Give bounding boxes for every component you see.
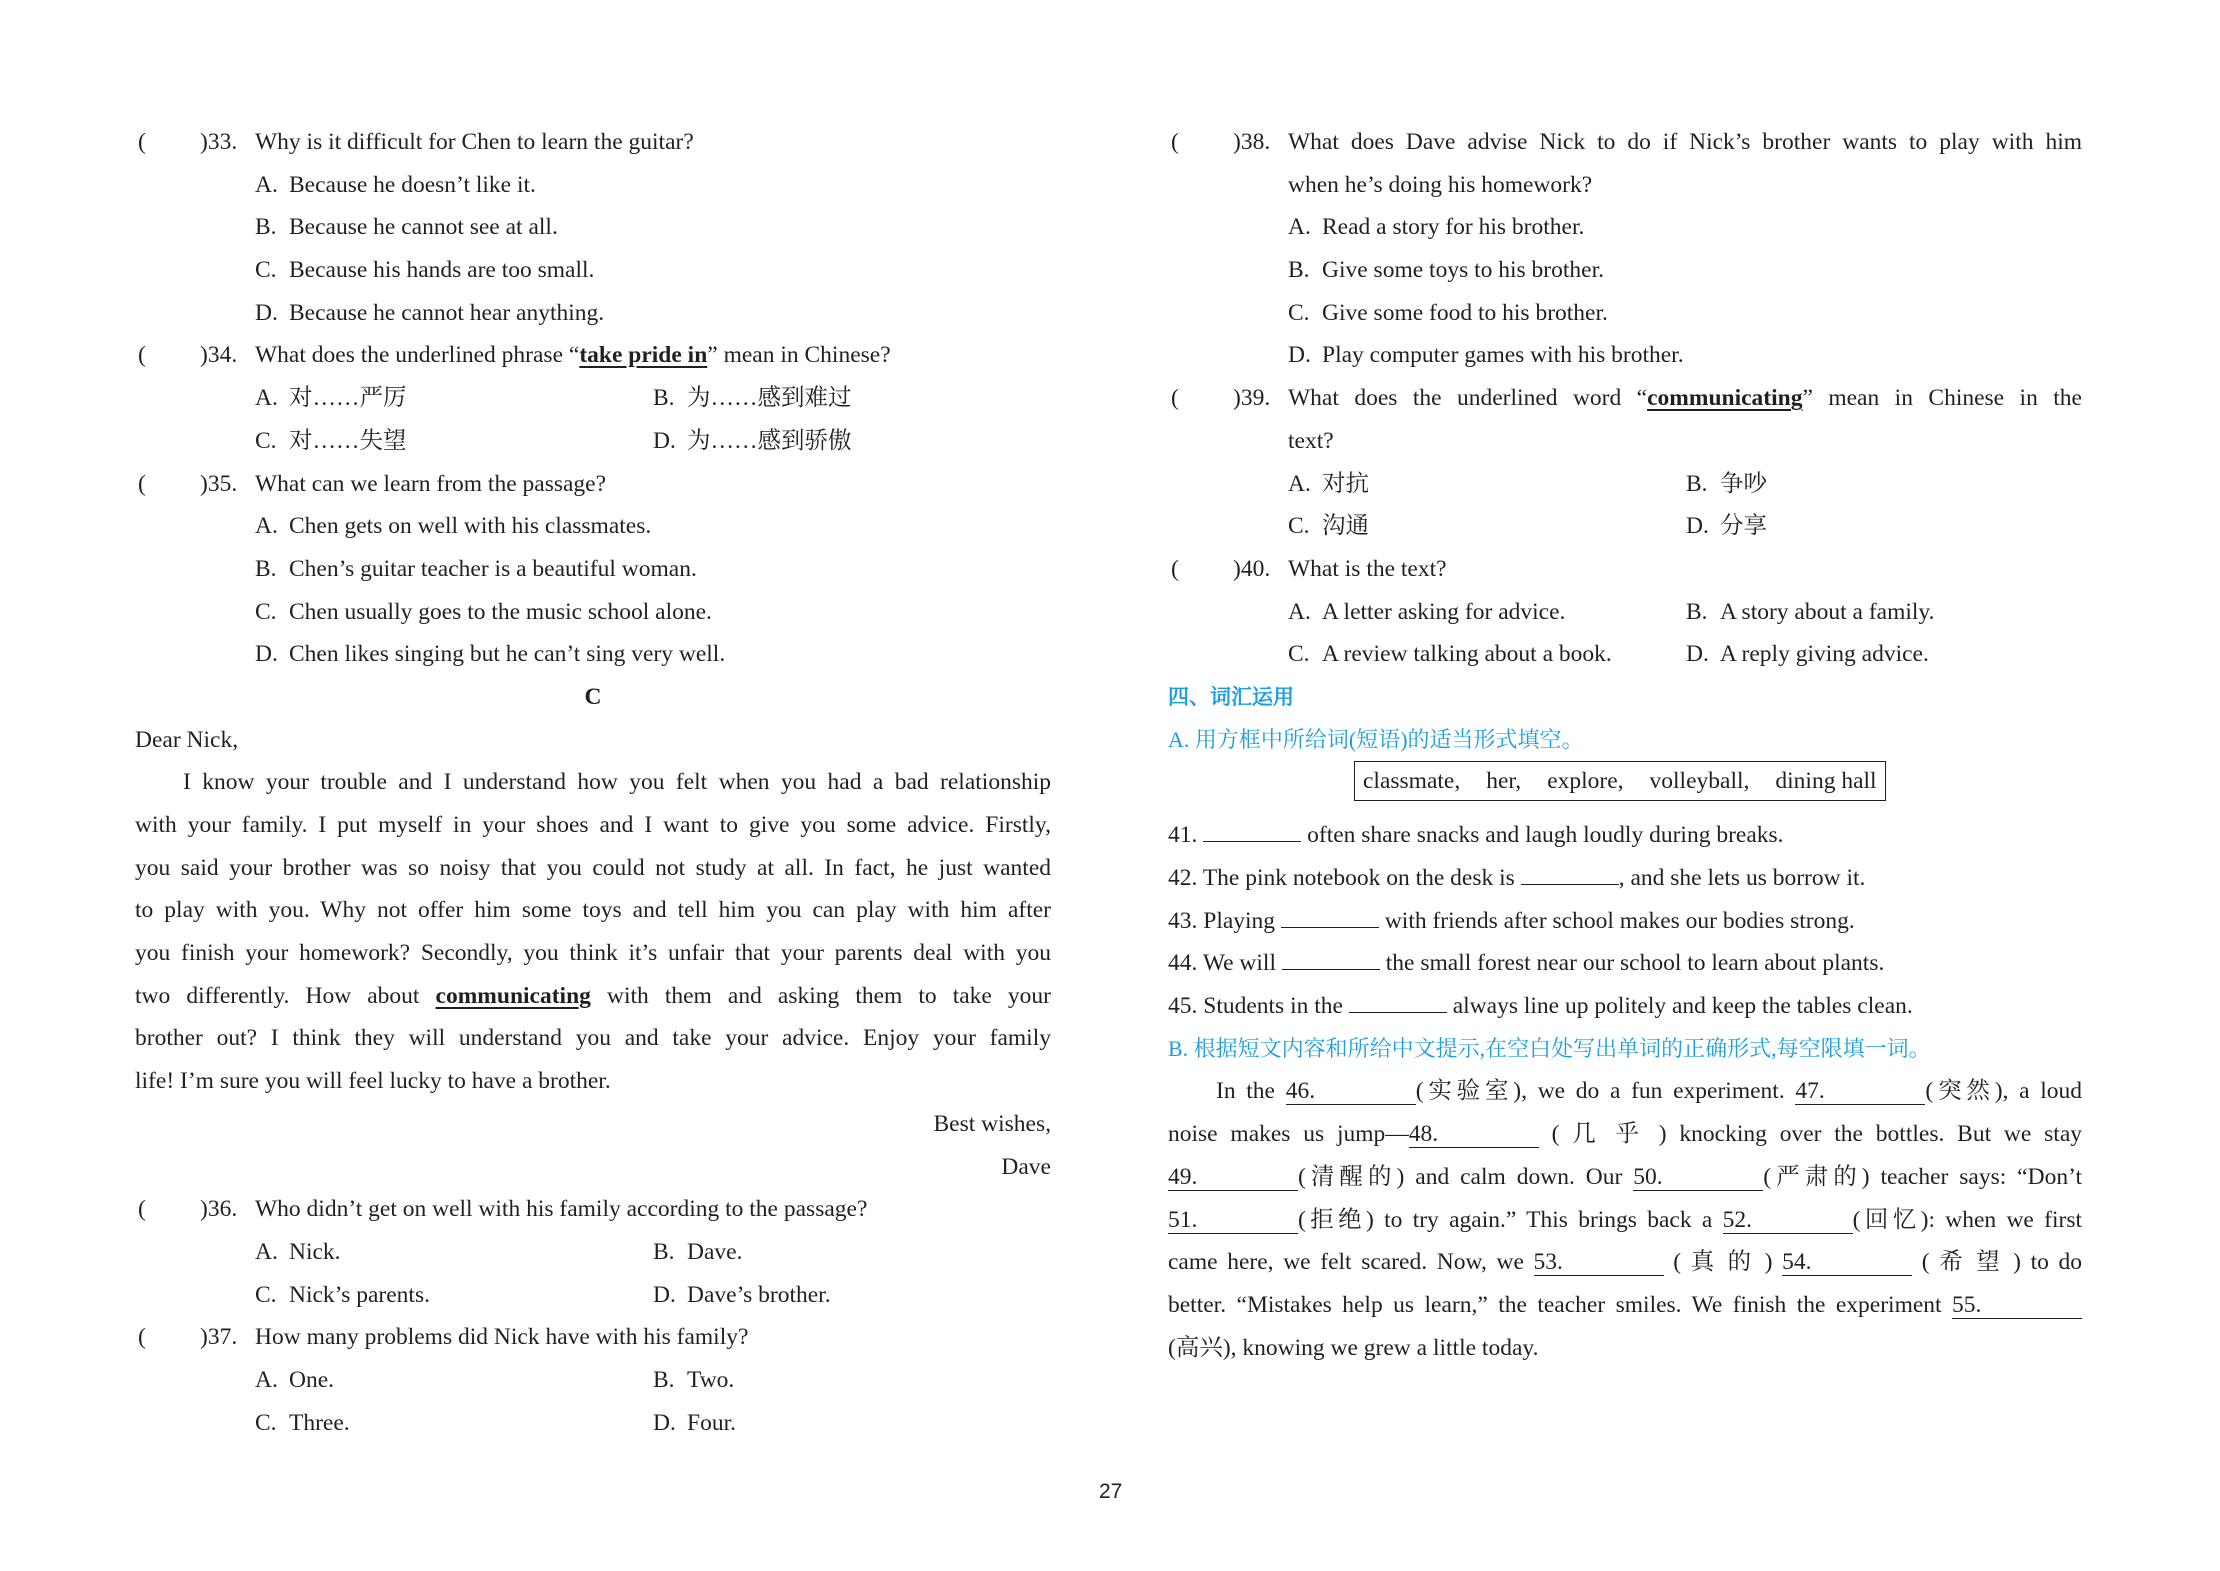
cloze-line xyxy=(1168,1113,2082,1156)
answer-blank-43[interactable] xyxy=(1281,900,1379,928)
option-b xyxy=(653,1359,734,1402)
fill-item-45 xyxy=(1168,985,2082,1028)
option-text: Because he cannot hear anything. xyxy=(289,299,605,326)
word-box-row xyxy=(1168,761,2082,814)
question-number: )35. xyxy=(200,470,238,497)
question-number: )34. xyxy=(200,342,238,369)
cloze-line xyxy=(1168,1199,2082,1242)
option-text: 分享 xyxy=(1720,513,1767,540)
question-text: What can we learn from the passage? xyxy=(255,470,607,497)
question-38 xyxy=(1168,121,2082,164)
option-letter: C. xyxy=(1288,641,1310,668)
option-a xyxy=(255,377,407,420)
cloze-hint: (拒绝) to try again.” This brings back a xyxy=(1298,1206,1713,1233)
question-text: Why is it difficult for Chen to learn the guitar? xyxy=(255,129,694,155)
option-letter: C. xyxy=(255,257,277,284)
option-text: 沟通 xyxy=(1322,513,1369,540)
option-text: Chen’s guitar teacher is a beautiful woman. xyxy=(289,555,697,582)
word-option: classmate, xyxy=(1363,768,1461,795)
part-b-instruction: B. 根据短文内容和所给中文提示,在空白处写出单词的正确形式,每空限填一词。 xyxy=(1168,1035,1931,1061)
answer-blank-54[interactable]: 54. xyxy=(1782,1249,1912,1276)
options-row-ab xyxy=(1168,463,2082,506)
option-letter: D. xyxy=(653,427,676,454)
option-letter: B. xyxy=(1288,257,1310,284)
question-text: How many problems did Nick have with his family? xyxy=(255,1324,749,1351)
answer-blank-52[interactable]: 52. xyxy=(1723,1207,1853,1234)
option-letter: D. xyxy=(1288,342,1311,369)
option-c xyxy=(255,1274,430,1317)
word-option: explore, xyxy=(1547,768,1624,795)
section-heading-c: C xyxy=(584,683,602,710)
question-text: Who didn’t get on well with his family according to the passage? xyxy=(255,1196,868,1223)
option-letter: B. xyxy=(653,385,675,412)
answer-blank-42[interactable] xyxy=(1521,857,1619,885)
answer-blank-50[interactable]: 50. xyxy=(1633,1164,1763,1191)
option-letter: C. xyxy=(255,598,277,625)
option-text: A review talking about a book. xyxy=(1322,641,1612,668)
cloze-hint: ( 几 乎 ) knocking over the bottles. But we stay xyxy=(1551,1121,2083,1148)
left-column xyxy=(135,121,1051,1444)
option-b xyxy=(1686,591,1935,634)
letter-line: you finish your homework? Secondly, you think it’s unfair that your parents deal with you xyxy=(135,940,1051,967)
option-text: 争吵 xyxy=(1720,470,1767,497)
option-letter: D. xyxy=(653,1281,676,1308)
item-text: the small forest near our school to learn about plants. xyxy=(1385,950,1885,977)
question-number: )38. xyxy=(1233,129,1271,155)
options-row-ab xyxy=(1168,591,2082,634)
option-letter: A. xyxy=(255,1366,278,1393)
option-letter: D. xyxy=(653,1409,676,1436)
cloze-hint: (回忆): when we first xyxy=(1852,1206,2082,1233)
option-text: Three. xyxy=(289,1409,350,1436)
question-number: )40. xyxy=(1233,555,1271,582)
cloze-line xyxy=(1168,1241,2082,1284)
option-a xyxy=(255,1231,341,1274)
question-text xyxy=(1288,377,2082,420)
options-row-ab xyxy=(135,1359,1051,1402)
cloze-line: (高兴), knowing we grew a little today. xyxy=(1168,1334,1539,1361)
letter-line: you said your brother was so noisy that you could not study at all. In fact, he just wanted xyxy=(135,854,1051,881)
option-a xyxy=(135,505,1051,548)
option-letter: B. xyxy=(1686,598,1708,625)
question-text-before: What does the underlined phrase “ xyxy=(255,342,580,369)
option-text: Chen likes singing but he can’t sing very well. xyxy=(289,641,726,668)
answer-blank-51[interactable]: 51. xyxy=(1168,1207,1298,1234)
option-text: 为……感到骄傲 xyxy=(687,427,852,454)
item-text: often share snacks and laugh loudly during breaks. xyxy=(1307,822,1784,849)
option-letter: A. xyxy=(255,1238,278,1265)
cloze-text: came here, we felt scared. Now, we xyxy=(1168,1249,1524,1276)
option-c xyxy=(135,591,1051,634)
option-text: Give some food to his brother. xyxy=(1322,299,1608,326)
option-a xyxy=(255,1359,334,1402)
letter-text: with them and asking them to take your xyxy=(606,982,1052,1009)
item-text: always line up politely and keep the tables clean. xyxy=(1452,993,1913,1020)
options-row-cd xyxy=(1168,505,2082,548)
letter-greeting: Dear Nick, xyxy=(135,726,239,753)
cloze-line xyxy=(1168,1284,2082,1327)
cloze-hint: ( 真 的 ) xyxy=(1673,1249,1773,1276)
option-c xyxy=(255,420,407,463)
option-text: Chen gets on well with his classmates. xyxy=(289,513,652,540)
cloze-text: noise makes us jump— xyxy=(1168,1121,1409,1148)
question-34 xyxy=(135,334,1051,377)
option-d xyxy=(653,1274,831,1317)
question-number: )39. xyxy=(1233,385,1271,412)
item-text: We will xyxy=(1202,950,1276,977)
answer-blank-53[interactable]: 53. xyxy=(1534,1249,1664,1276)
option-letter: A. xyxy=(1288,214,1311,241)
option-letter: D. xyxy=(255,641,278,668)
answer-blank-37[interactable]: ( xyxy=(138,1324,146,1351)
answer-blank-45[interactable] xyxy=(1349,985,1447,1013)
question-40 xyxy=(1168,548,2082,591)
options-row-cd xyxy=(1168,633,2082,676)
cloze-hint: (严肃的) teacher says: “Don’t xyxy=(1763,1163,2083,1190)
question-number: )33. xyxy=(200,129,238,155)
question-35 xyxy=(135,463,1051,506)
question-text xyxy=(255,334,891,377)
part-a-instruction: A. 用方框中所给词(短语)的适当形式填空。 xyxy=(1168,726,1584,752)
option-letter: C. xyxy=(255,1281,277,1308)
question-39 xyxy=(1168,377,2082,420)
option-b xyxy=(1168,249,2082,292)
option-text: Dave’s brother. xyxy=(687,1281,831,1308)
option-letter: C. xyxy=(255,1409,277,1436)
option-text: One. xyxy=(289,1366,335,1393)
option-letter: A. xyxy=(1288,598,1311,625)
section-title-vocabulary: 四、词汇运用 xyxy=(1168,684,1294,709)
option-text: Play computer games with his brother. xyxy=(1322,342,1684,369)
option-a xyxy=(1168,206,2082,249)
option-d xyxy=(135,292,1051,335)
option-text: 对抗 xyxy=(1322,470,1369,497)
cloze-hint: (清醒的) and calm down. Our xyxy=(1298,1163,1623,1190)
question-text-before: What does the underlined word “ xyxy=(1288,385,1648,412)
question-text-after: ” mean in Chinese in the xyxy=(1802,385,2082,412)
question-33 xyxy=(135,121,1051,164)
options-row-cd xyxy=(135,420,1051,463)
letter-signature: Dave xyxy=(1001,1153,1051,1180)
fill-item-43 xyxy=(1168,900,2082,943)
option-letter: C. xyxy=(1288,299,1310,326)
word-option: her, xyxy=(1486,768,1522,795)
options-row-ab xyxy=(135,1231,1051,1274)
option-d xyxy=(135,633,1051,676)
item-number: 42. xyxy=(1168,865,1198,891)
option-text: Chen usually goes to the music school alone. xyxy=(289,598,712,625)
options-row-ab xyxy=(135,377,1051,420)
answer-blank-38[interactable]: ( xyxy=(1171,129,1179,155)
option-text: Because he doesn’t like it. xyxy=(289,171,536,198)
letter-line: life! I’m sure you will feel lucky to have a brother. xyxy=(135,1068,611,1095)
option-b xyxy=(135,206,1051,249)
option-letter: B. xyxy=(255,214,277,241)
item-text: , and she lets us borrow it. xyxy=(1618,865,1866,891)
answer-blank-55[interactable]: 55. xyxy=(1952,1292,2082,1319)
item-number: 43. xyxy=(1168,907,1198,934)
option-c xyxy=(135,249,1051,292)
option-text: Give some toys to his brother. xyxy=(1322,257,1604,284)
question-text-after: ” mean in Chinese? xyxy=(707,342,891,369)
option-d xyxy=(653,420,852,463)
right-column xyxy=(1168,121,2082,1369)
question-36 xyxy=(135,1188,1051,1231)
option-d xyxy=(1168,334,2082,377)
option-letter: D. xyxy=(1686,513,1709,540)
option-letter: A. xyxy=(255,171,278,198)
answer-blank-36[interactable]: ( xyxy=(138,1196,146,1223)
item-text: Playing xyxy=(1203,907,1276,934)
letter-line xyxy=(135,975,1051,1018)
option-text: Four. xyxy=(687,1409,736,1436)
option-text: A reply giving advice. xyxy=(1720,641,1929,668)
option-d xyxy=(1686,633,1929,676)
option-d xyxy=(653,1402,736,1445)
word-option: volleyball, xyxy=(1649,768,1750,795)
letter-text: two differently. How about xyxy=(135,982,420,1009)
option-a xyxy=(1288,463,1369,506)
underlined-phrase: take pride in xyxy=(579,342,708,369)
option-d xyxy=(1686,505,1767,548)
page-number: 27 xyxy=(1099,1480,1123,1503)
fill-item-41 xyxy=(1168,814,2082,857)
option-text: Read a story for his brother. xyxy=(1322,214,1585,241)
option-text: A story about a family. xyxy=(1720,598,1935,625)
cloze-line xyxy=(1168,1156,2082,1199)
question-number: )37. xyxy=(200,1324,238,1351)
option-letter: B. xyxy=(1686,470,1708,497)
option-text: 为……感到难过 xyxy=(687,385,852,412)
question-37 xyxy=(135,1316,1051,1359)
option-letter: B. xyxy=(653,1238,675,1265)
option-b xyxy=(135,548,1051,591)
letter-line: brother out? I think they will understand you and take your advice. Enjoy your family xyxy=(135,1025,1051,1052)
item-number: 44. xyxy=(1168,950,1198,977)
answer-blank-48[interactable]: 48. xyxy=(1409,1121,1539,1148)
answer-blank-33[interactable]: ( xyxy=(138,129,146,155)
options-row-cd xyxy=(135,1402,1051,1445)
option-b xyxy=(1686,463,1767,506)
cloze-hint: (突然), a loud xyxy=(1925,1078,2083,1105)
cloze-hint: (实验室), we do a fun experiment. xyxy=(1415,1078,1785,1105)
answer-blank-39[interactable]: ( xyxy=(1171,385,1179,412)
option-letter: A. xyxy=(255,513,278,540)
letter-line: to play with you. Why not offer him some toys and tell him you can play with him after xyxy=(135,897,1051,924)
letter-line: I know your trouble and I understand how you felt when you had a bad relationship xyxy=(183,769,1051,796)
option-c xyxy=(1288,505,1369,548)
answer-blank-35[interactable]: ( xyxy=(138,470,146,497)
question-text-continued: text? xyxy=(1288,427,1334,454)
option-text: 对……严厉 xyxy=(289,385,407,412)
answer-blank-47[interactable]: 47. xyxy=(1795,1078,1925,1105)
word-box xyxy=(1354,761,1886,801)
option-c xyxy=(1288,633,1612,676)
option-letter: C. xyxy=(1288,513,1310,540)
option-letter: C. xyxy=(255,427,277,454)
item-text: with friends after school makes our bodies strong. xyxy=(1384,907,1855,934)
question-number: )36. xyxy=(200,1196,238,1223)
letter-closing: Best wishes, xyxy=(933,1110,1051,1137)
option-letter: B. xyxy=(255,555,277,582)
option-text: Because he cannot see at all. xyxy=(289,214,558,241)
underlined-word: communicating xyxy=(1647,385,1803,412)
question-text: What does Dave advise Nick to do if Nick’s brother wants to play with him xyxy=(1288,129,2082,155)
cloze-text: In the xyxy=(1216,1078,1275,1105)
answer-blank-41[interactable] xyxy=(1203,814,1301,842)
option-a xyxy=(1288,591,1565,634)
options-row-cd xyxy=(135,1274,1051,1317)
option-b xyxy=(653,1231,742,1274)
option-letter: D. xyxy=(1686,641,1709,668)
option-text: Nick. xyxy=(289,1238,341,1265)
answer-blank-44[interactable] xyxy=(1282,942,1380,970)
underlined-word: communicating xyxy=(435,982,591,1009)
answer-blank-46[interactable]: 46. xyxy=(1286,1078,1416,1105)
item-text: Students in the xyxy=(1203,993,1343,1020)
option-text: 对……失望 xyxy=(289,427,407,454)
cloze-hint: ( 希 望 ) to do xyxy=(1921,1249,2083,1276)
letter-line: with your family. I put myself in your shoes and I want to give you some advice. Firstly, xyxy=(135,812,1051,838)
option-text: Two. xyxy=(687,1366,735,1393)
fill-item-42 xyxy=(1168,857,2082,900)
option-a xyxy=(135,164,1051,207)
option-c xyxy=(255,1402,350,1445)
question-text-continued: when he’s doing his homework? xyxy=(1288,171,1593,198)
option-text: Because his hands are too small. xyxy=(289,257,595,284)
cloze-line xyxy=(1168,1070,2082,1113)
answer-blank-34[interactable]: ( xyxy=(138,342,146,369)
word-option: dining hall xyxy=(1775,768,1877,795)
option-letter: B. xyxy=(653,1366,675,1393)
answer-blank-40[interactable]: ( xyxy=(1171,555,1179,582)
option-letter: A. xyxy=(255,385,278,412)
item-number: 41. xyxy=(1168,822,1198,849)
item-text: The pink notebook on the desk is xyxy=(1202,865,1515,891)
option-letter: A. xyxy=(1288,470,1311,497)
option-text: Dave. xyxy=(687,1238,743,1265)
option-b xyxy=(653,377,852,420)
cloze-text: better. “Mistakes help us learn,” the teacher smiles. We finish the experiment xyxy=(1168,1291,1942,1318)
option-text: Nick’s parents. xyxy=(289,1281,430,1308)
question-text: What is the text? xyxy=(1288,555,1447,582)
item-number: 45. xyxy=(1168,993,1198,1020)
option-text: A letter asking for advice. xyxy=(1322,598,1566,625)
fill-item-44 xyxy=(1168,942,2082,985)
option-letter: D. xyxy=(255,299,278,326)
option-c xyxy=(1168,292,2082,335)
answer-blank-49[interactable]: 49. xyxy=(1168,1164,1298,1191)
